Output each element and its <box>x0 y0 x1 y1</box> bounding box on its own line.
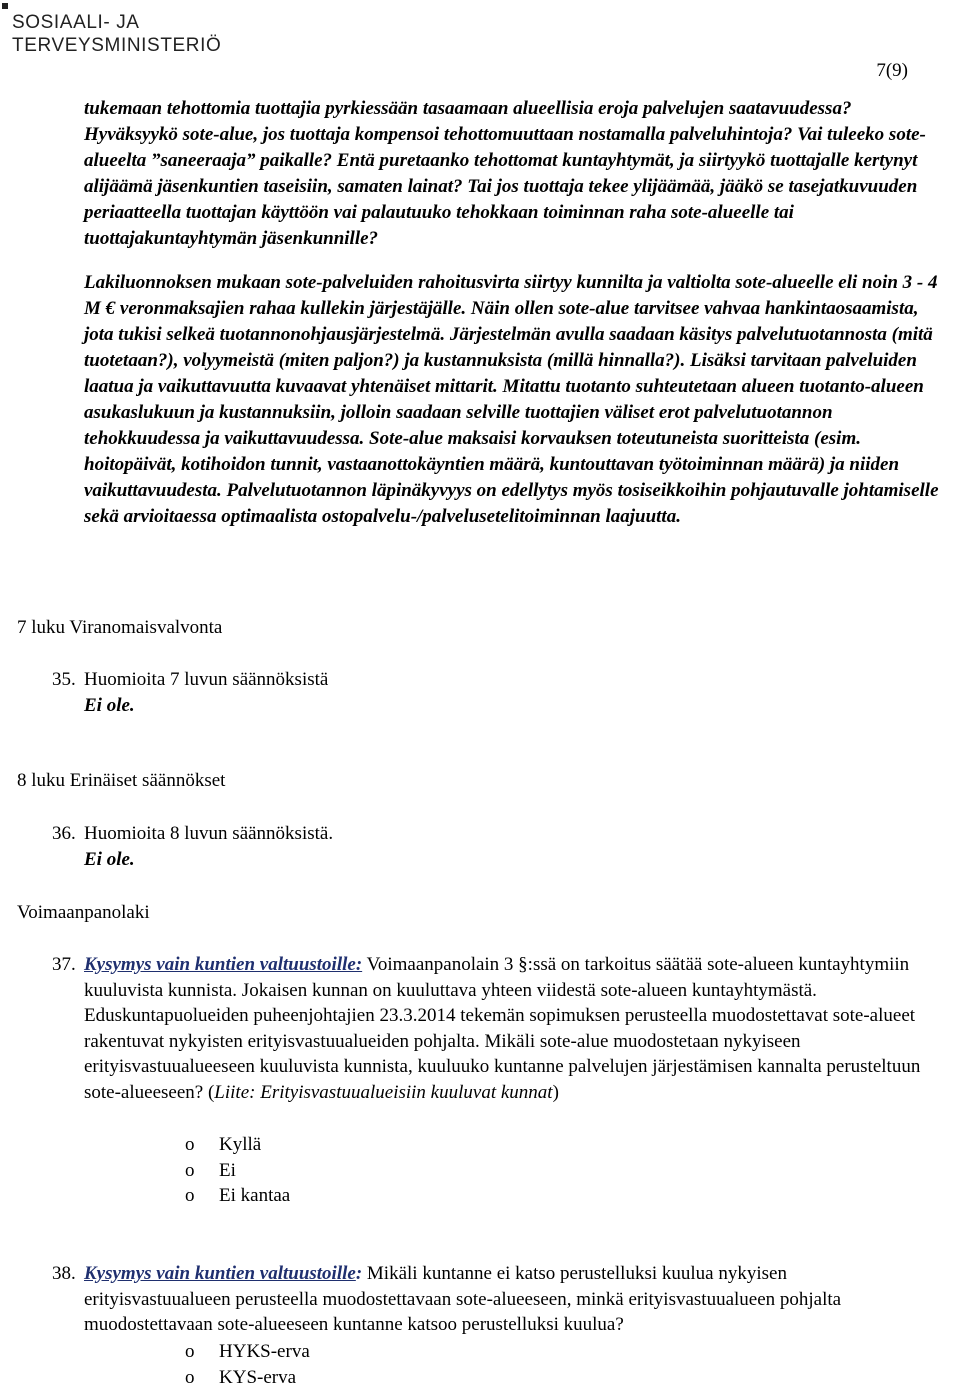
bullet-icon: o <box>185 1341 195 1362</box>
option-label: KYS-erva <box>219 1366 297 1388</box>
bullet-icon: o <box>185 1366 195 1388</box>
logo-line-2: TERVEYSMINISTERIÖ <box>12 35 222 56</box>
question-body: Mikäli kuntanne ei katso perustelluksi kuulua nykyisen erityisvastuualueen perusteella muodostettavaan sote-alueeseen, minkä erityisvastuualueen pohjalta muodostettavaan sote-alueeseen kuntanne katsoo perustelluksi kuulua? <box>84 1263 842 1336</box>
kysymys-colon: : <box>355 1263 363 1284</box>
option-ei-kantaa[interactable] <box>185 1183 290 1209</box>
bullet-icon: o <box>185 1159 195 1181</box>
question-number: 35. <box>52 669 76 690</box>
answer-paragraph-2: Lakiluonnoksen mukaan sote-palveluiden rahoitusvirta siirtyy kunnilta ja valtiolta sote-alueelle eli noin 3 - 4 M € veronmaksajien rahaa kullekin järjestäjälle. Näin ollen sote-alue tarvitsee vahvaa hankintaosaamista, jota tukisi selkeä tuotannonohjausjärjestelmä. Järjestelmän avulla saadaan käsitys palvelutuotannosta (mitä tuotetaan?), volyymeistä (miten paljon?) ja kustannuksista (millä hinnalla?). Lisäksi tarvitaan palveluiden laatua ja vaikuttavuutta kuvaavat yhtenäiset mittarit. Mitattu tuotanto suhteutetaan alueen tuotanto-alueen asukaslukuun ja kustannuksiin, jolloin saadaan selville tuottajien väliset erot palvelutuotannon tehokkuudessa ja vaikuttavuudessa. Sote-alue maksaisi korvauksen toteutuneista suoritteista (esim. hoitopäivät, kotihoidon tunnit, vastaanottokäyntien määrä, kuntouttavan työtoiminnan määrä) ja niiden vaikuttavuudesta. Palvelutuotannon läpinäkyvyys on edellytys myös tosiseikkoihin pohjautuvalle johtamiselle sekä arvioitaessa optimaalista ostopalvelu-/palvelusetelitoiminnan laajuutta. <box>84 272 939 527</box>
question-number: 36. <box>52 823 76 844</box>
question-text: Huomioita 7 luvun säännöksistä <box>84 669 329 690</box>
question-answer: Ei ole. <box>84 848 135 870</box>
kysymys-label: Kysymys vain kuntien valtuustoille: <box>84 954 363 975</box>
question-text: Huomioita 8 luvun säännöksistä. <box>84 823 334 844</box>
option-kylla[interactable] <box>185 1132 290 1158</box>
answer-text-block <box>84 96 946 530</box>
question-body: Voimaanpanolain 3 §:ssä on tarkoitus säätää sote-alueen kuntayhtymiin kuuluvista kunnista. Jokaisen kunnan on kuuluttava yhteen viidestä sote-alueen kuntayhtymästä. Eduskuntapuolueiden puheenjohtajien 23.3.2014 tekemän sopimuksen perusteella muodostettavat sote-alueet rakentuvat nykyisten erityisvastuualueiden pohjalta. Mikäli sote-alue muodostetaan nykyiseen erityisvastuualueeseen kuuluvista kunnista, kuuluuko kuntanne palvelujen järjestämisen kannalta perusteltuun sote-alueeseen? ( <box>84 954 921 1103</box>
option-label: Ei kantaa <box>219 1185 291 1207</box>
logo-line-1: SOSIAALI- JA <box>12 12 140 33</box>
question-answer: Ei ole. <box>84 694 135 716</box>
option-kys-erva[interactable] <box>185 1365 310 1390</box>
question-text <box>84 1261 932 1338</box>
heading-voimaanpanolaki: Voimaanpanolaki <box>17 902 150 923</box>
q37-options <box>185 1132 290 1209</box>
question-38 <box>52 1261 932 1338</box>
heading-chapter-8: 8 luku Erinäiset säännökset <box>17 770 226 791</box>
question-37 <box>52 952 932 1106</box>
question-number: 37. <box>52 954 76 975</box>
answer-paragraph-1: tukemaan tehottomia tuottajia pyrkiessään tasaamaan alueellisia eroja palvelujen saatavuudessa? Hyväksyykö sote-alue, jos tuottaja kompensoi tehottomuuttaan nostamalla palveluhintoja? Vai tuleeko sote-alueelta ”saneeraaja” paikalle? Entä puretaanko tehottomat kuntayhtymät, ja siirtyykö tuottajalle kertynyt alijäämä jäsenkuntien taseisiin, samaten lainat? Tai jos tuottaja tekee ylijäämää, jääkö se tasejatkuvuuden periaatteella tuottajan käyttöön vai palautuuko tehokkaan toiminnan raha sote-alueelle tai tuottajakuntayhtymän jäsenkunnille? <box>84 98 926 249</box>
option-label: Kyllä <box>219 1134 262 1155</box>
question-36 <box>52 821 932 872</box>
question-text <box>84 952 932 1106</box>
liite-reference: Liite: Erityisvastuualueisiin kuuluvat kunnat <box>214 1081 553 1103</box>
q38-options <box>185 1339 310 1390</box>
heading-chapter-7: 7 luku Viranomaisvalvonta <box>17 617 223 638</box>
close-paren: ) <box>552 1081 559 1103</box>
option-ei[interactable] <box>185 1158 290 1184</box>
option-label: Ei <box>219 1159 236 1181</box>
option-hyks-erva[interactable] <box>185 1339 310 1365</box>
logo-square-icon <box>2 3 8 9</box>
option-label: HYKS-erva <box>219 1341 310 1362</box>
question-number: 38. <box>52 1263 76 1284</box>
question-35 <box>52 667 932 718</box>
bullet-icon: o <box>185 1185 195 1207</box>
kysymys-label: Kysymys vain kuntien valtuustoille <box>84 1263 356 1284</box>
bullet-icon: o <box>185 1134 195 1155</box>
page-number: 7(9) <box>876 60 908 81</box>
